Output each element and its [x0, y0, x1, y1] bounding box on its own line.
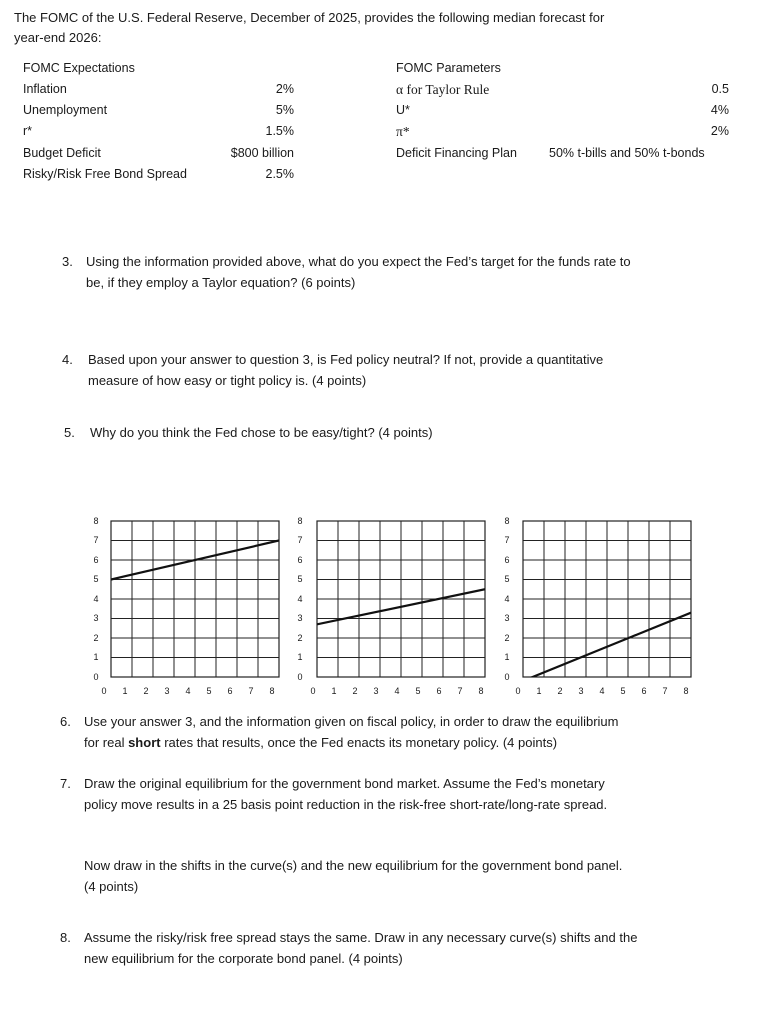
question-7	[60, 773, 750, 893]
parameters-value: 50% t-bills and 50% t-bonds	[549, 146, 705, 160]
parameters-header: FOMC Parameters	[396, 61, 501, 75]
y-tick-label: 7	[504, 535, 510, 545]
question-text: rates that results, once the Fed enacts its monetary policy. (4 points)	[160, 735, 558, 750]
expectations-value: 1.5%	[265, 124, 294, 138]
question-line: be, if they employ a Taylor equation? (6 points)	[86, 275, 356, 290]
question-line: Based upon your answer to question 3, is Fed policy neutral? If not, provide a quantitative	[88, 352, 604, 367]
y-tick-label: 2	[93, 633, 99, 643]
expectations-label: Inflation	[23, 82, 67, 96]
y-tick-label: 7	[93, 535, 99, 545]
x-tick-label: 0	[101, 686, 107, 696]
y-tick-label: 8	[504, 516, 510, 526]
x-tick-label: 3	[373, 686, 379, 696]
question-number: 3.	[62, 254, 73, 269]
question-line: policy move results in a 25 basis point reduction in the risk-free short-rate/long-rate spread.	[84, 797, 608, 812]
expectations-label: Unemployment	[23, 103, 108, 117]
graph-2-plot[interactable]	[314, 518, 488, 680]
y-tick-label: 3	[504, 613, 510, 623]
x-tick-label: 8	[269, 686, 275, 696]
y-tick-label: 1	[504, 652, 510, 662]
y-tick-label: 0	[93, 672, 99, 682]
question-number: 6.	[60, 714, 71, 729]
expectations-label: r*	[23, 124, 33, 138]
y-tick-label: 3	[297, 613, 303, 623]
expectations-value: $800 billion	[230, 146, 294, 160]
question-5	[64, 422, 754, 443]
x-tick-label: 1	[536, 686, 542, 696]
x-tick-label: 7	[457, 686, 463, 696]
x-tick-label: 3	[164, 686, 170, 696]
question-number: 4.	[62, 352, 73, 367]
intro-line-1: The FOMC of the U.S. Federal Reserve, December of 2025, provides the following median forecast for	[14, 10, 605, 25]
y-tick-label: 5	[297, 574, 303, 584]
intro-text	[14, 8, 604, 48]
parameters-value: 2%	[710, 124, 729, 138]
question-number: 8.	[60, 930, 71, 945]
question-number: 7.	[60, 776, 71, 791]
question-line: Why do you think the Fed chose to be easy/tight? (4 points)	[90, 425, 433, 440]
x-tick-label: 1	[331, 686, 337, 696]
y-tick-label: 5	[504, 574, 510, 584]
x-tick-label: 5	[415, 686, 421, 696]
question-text: for real	[84, 735, 129, 750]
x-tick-label: 4	[599, 686, 605, 696]
y-tick-label: 2	[297, 633, 303, 643]
y-tick-label: 8	[93, 516, 99, 526]
x-tick-label: 7	[662, 686, 668, 696]
y-tick-label: 4	[93, 594, 99, 604]
expectations-label: Risky/Risk Free Bond Spread	[23, 167, 187, 181]
question-line: Now draw in the shifts in the curve(s) and the new equilibrium for the government bond panel.	[84, 858, 623, 873]
question-number: 5.	[64, 425, 75, 440]
expectations-value: 2.5%	[265, 167, 294, 181]
y-tick-label: 4	[504, 594, 510, 604]
x-tick-label: 3	[578, 686, 584, 696]
question-line: (4 points)	[84, 879, 139, 894]
parameters-value: 4%	[710, 103, 729, 117]
question-line: Assume the risky/risk free spread stays the same. Draw in any necessary curve(s) shifts and the	[84, 930, 638, 945]
parameters-label: U*	[396, 103, 410, 117]
x-tick-label: 5	[206, 686, 212, 696]
question-4	[62, 349, 752, 391]
graph-3-plot[interactable]	[520, 518, 694, 680]
y-tick-label: 6	[504, 555, 510, 565]
question-6	[60, 711, 750, 753]
emphasis-text: short	[128, 735, 161, 750]
y-tick-label: 4	[297, 594, 303, 604]
y-tick-label: 0	[504, 672, 510, 682]
y-tick-label: 2	[504, 633, 510, 643]
question-8	[60, 927, 750, 969]
y-tick-label: 6	[93, 555, 99, 565]
question-line: Using the information provided above, what do you expect the Fed’s target for the funds rate to	[86, 254, 631, 269]
y-tick-label: 5	[93, 574, 99, 584]
question-line: Draw the original equilibrium for the government bond market. Assume the Fed’s monetary	[84, 776, 605, 791]
y-tick-label: 6	[297, 555, 303, 565]
x-tick-label: 6	[227, 686, 233, 696]
x-tick-label: 2	[352, 686, 358, 696]
x-tick-label: 8	[683, 686, 689, 696]
x-tick-label: 8	[478, 686, 484, 696]
y-tick-label: 1	[93, 652, 99, 662]
expectations-header: FOMC Expectations	[23, 61, 135, 75]
y-tick-label: 7	[297, 535, 303, 545]
y-tick-label: 3	[93, 613, 99, 623]
x-tick-label: 4	[394, 686, 400, 696]
x-tick-label: 0	[310, 686, 316, 696]
parameters-value: 0.5	[711, 82, 729, 96]
x-tick-label: 1	[122, 686, 128, 696]
y-tick-label: 1	[297, 652, 303, 662]
x-tick-label: 7	[248, 686, 254, 696]
question-line: Use your answer 3, and the information given on fiscal policy, in order to draw the equilibrium	[84, 714, 619, 729]
x-tick-label: 0	[515, 686, 521, 696]
question-line-2	[84, 732, 557, 753]
question-3	[62, 251, 752, 293]
expectations-value: 5%	[275, 103, 294, 117]
question-line: measure of how easy or tight policy is. (4 points)	[88, 373, 367, 388]
x-tick-label: 4	[185, 686, 191, 696]
parameters-label: Deficit Financing Plan	[396, 146, 517, 160]
x-tick-label: 2	[557, 686, 563, 696]
y-tick-label: 0	[297, 672, 303, 682]
expectations-label: Budget Deficit	[23, 146, 101, 160]
question-line: new equilibrium for the corporate bond panel. (4 points)	[84, 951, 403, 966]
parameters-label: α for Taylor Rule	[396, 82, 490, 97]
x-tick-label: 2	[143, 686, 149, 696]
expectations-value: 2%	[275, 82, 294, 96]
parameters-label: π*	[396, 124, 410, 139]
x-tick-label: 6	[641, 686, 647, 696]
graph-1-plot[interactable]	[108, 518, 282, 680]
x-tick-label: 6	[436, 686, 442, 696]
y-tick-label: 8	[297, 516, 303, 526]
x-tick-label: 5	[620, 686, 626, 696]
intro-line-2: year-end 2026:	[14, 30, 102, 45]
